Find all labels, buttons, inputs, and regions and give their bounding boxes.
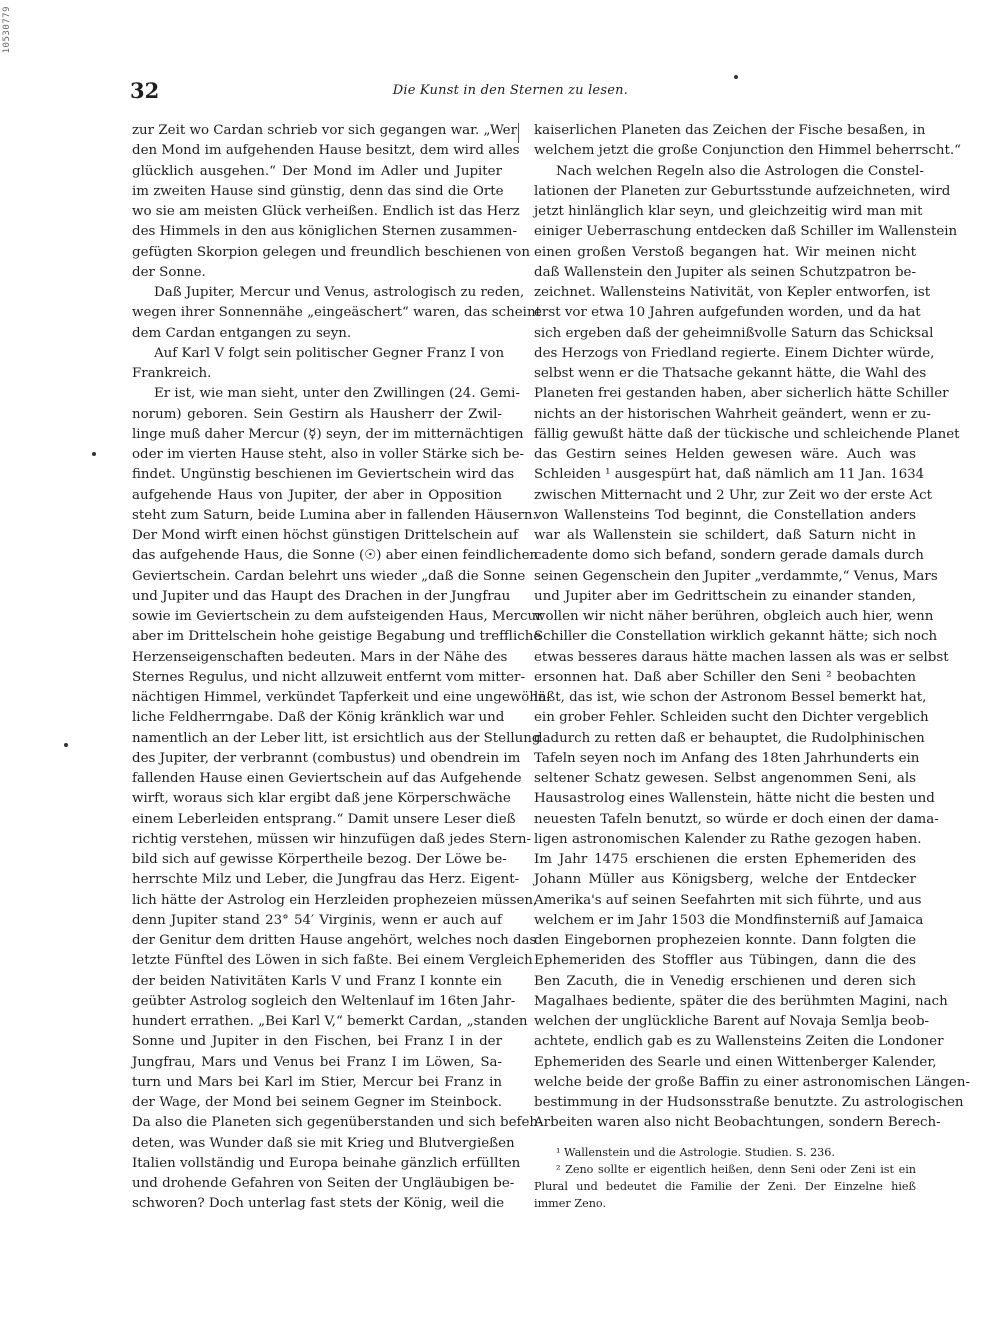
text-line: Ephemeriden des Stoffler aus Tübingen, dann die des bbox=[534, 953, 916, 969]
footnote-line: ² Zeno sollte er eigentlich heißen, denn Seni oder Zeni ist ein bbox=[556, 1162, 916, 1176]
text-line: Planeten frei gestanden haben, aber sicherlich hätte Schiller bbox=[534, 386, 949, 402]
text-line: etwas besseres daraus hätte machen lassen als was er selbst bbox=[534, 649, 949, 665]
column-rule bbox=[518, 123, 519, 143]
text-line: Amerika's auf seinen Seefahrten mit sich führte, und aus bbox=[534, 892, 922, 908]
text-line: herrschte Milz und Leber, die Jungfrau das Herz. Eigent- bbox=[132, 872, 520, 888]
text-line: einiger Ueberraschung entdecken daß Schiller im Wallenstein bbox=[534, 224, 958, 240]
text-line: das aufgehende Haus, die Sonne (☉) aber einen feindlichen bbox=[132, 548, 539, 564]
text-line: lationen der Planeten zur Geburtsstunde aufzeichneten, wird bbox=[534, 183, 951, 199]
footnote-line: ¹ Wallenstein und die Astrologie. Studien. S. 236. bbox=[556, 1145, 835, 1159]
text-line: und drohende Gefahren von Seiten der Ungläubigen be- bbox=[132, 1176, 515, 1191]
text-line: Daß Jupiter, Mercur und Venus, astrologisch zu reden, bbox=[154, 285, 525, 300]
text-line: der beiden Nativitäten Karls V und Franz I konnte ein bbox=[132, 973, 502, 989]
text-line: nichts an der historischen Wahrheit geändert, wenn er zu- bbox=[534, 406, 931, 422]
text-line: erst vor etwa 10 Jahren aufgefunden worden, und da hat bbox=[534, 305, 921, 321]
text-line: gefügten Skorpion gelegen und freundlich beschienen von bbox=[132, 244, 530, 260]
right-column bbox=[534, 121, 970, 1212]
text-line: fällig gewußt hätte daß der tückische und schleichende Planet bbox=[534, 426, 960, 442]
text-line: zwischen Mitternacht und 2 Uhr, zur Zeit wo der erste Act bbox=[534, 487, 932, 503]
text-line: läßt, das ist, wie schon der Astronom Bessel bemerkt hat, bbox=[534, 690, 927, 705]
text-line: turn und Mars bei Karl im Stier, Mercur bei Franz in bbox=[132, 1074, 502, 1090]
text-line: denn Jupiter stand 23° 54′ Virginis, wenn er auch auf bbox=[132, 912, 502, 928]
text-line: bild sich auf gewisse Körpertheile bezog. Der Löwe be- bbox=[132, 852, 507, 867]
text-line: daß Wallenstein den Jupiter als seinen Schutzpatron be- bbox=[534, 264, 916, 280]
text-line: und Jupiter und das Haupt des Drachen in der Jungfrau bbox=[132, 588, 511, 604]
text-line: einem Leberleiden entsprang.“ Damit unsere Leser dieß bbox=[132, 811, 516, 827]
text-line: Schleiden ¹ ausgespürt hat, daß nämlich am 11 Jan. 1634 bbox=[534, 467, 925, 483]
text-line: Ephemeriden des Searle und einen Wittenberger Kalender, bbox=[534, 1054, 937, 1070]
scan-id: 10530779 bbox=[2, 6, 12, 54]
text-line: einen großen Verstoß begangen hat. Wir meinen nicht bbox=[534, 244, 916, 260]
text-line: sich ergeben daß der geheimnißvolle Saturn das Schicksal bbox=[534, 325, 934, 341]
text-line: welche beide der große Baffin zu einer astronomischen Längen- bbox=[534, 1074, 970, 1090]
text-line: ligen astronomischen Kalender zu Rathe gezogen haben. bbox=[534, 831, 922, 847]
text-line: dadurch zu retten daß er behauptet, die Rudolphinischen bbox=[534, 730, 925, 746]
text-line: und Jupiter aber im Gedrittschein zu einander standen, bbox=[534, 588, 916, 604]
text-line: den Eingebornen prophezeien konnte. Dann folgten die bbox=[534, 933, 916, 948]
scan-speck bbox=[92, 452, 96, 456]
text-line: Sternes Regulus, und nicht allzuweit entfernt vom mitter- bbox=[132, 669, 525, 685]
text-line: wirft, woraus sich klar ergibt daß jene Körperschwäche bbox=[132, 791, 511, 807]
text-line: fallenden Hause einen Geviertschein auf das Aufgehende bbox=[132, 771, 522, 786]
text-line: letzte Fünftel des Löwen in sich faßte. Bei einem Vergleich bbox=[132, 953, 533, 969]
text-line: aufgehende Haus von Jupiter, der aber in Opposition bbox=[132, 487, 502, 503]
text-line: lich hätte der Astrolog ein Herzleiden prophezeien müssen, bbox=[132, 892, 538, 908]
text-line: linge muß daher Mercur (☿) seyn, der im mitternächtigen bbox=[132, 426, 524, 442]
text-line: welchem er im Jahr 1503 die Mondfinsterniß auf Jamaica bbox=[534, 912, 924, 928]
text-line: wo sie am meisten Glück verheißen. Endlich ist das Herz bbox=[132, 204, 520, 219]
text-line: des Jupiter, der verbrannt (combustus) und obendrein im bbox=[132, 750, 521, 766]
scan-speck bbox=[64, 743, 68, 747]
text-line: Geviertschein. Cardan belehrt uns wieder „daß die Sonne bbox=[132, 568, 526, 584]
right-column-body bbox=[534, 121, 970, 1134]
text-line: Er ist, wie man sieht, unter den Zwillingen (24. Gemi- bbox=[154, 386, 520, 402]
text-line: zeichnet. Wallensteins Nativität, von Kepler entworfen, ist bbox=[534, 285, 931, 300]
text-line: aber im Drittelschein hohe geistige Begabung und treffliche bbox=[132, 629, 542, 645]
text-line: zur Zeit wo Cardan schrieb vor sich gegangen war. „Wer bbox=[132, 123, 517, 138]
text-line: cadente domo sich befand, sondern gerade damals durch bbox=[534, 548, 924, 564]
text-line: bestimmung in der Hudsonsstraße benutzte. Zu astrologischen bbox=[534, 1095, 964, 1110]
text-line: glücklich ausgehen.“ Der Mond im Adler und Jupiter bbox=[132, 163, 502, 179]
text-line: wegen ihrer Sonnennähe „eingeäschert“ waren, das scheint bbox=[132, 305, 541, 321]
text-line: der Sonne. bbox=[132, 264, 206, 280]
text-line: hundert errathen. „Bei Karl V,“ bemerkt Cardan, „standen bbox=[132, 1014, 528, 1029]
text-line: Arbeiten waren also nicht Beobachtungen, sondern Berech- bbox=[534, 1115, 941, 1131]
text-line: Herzenseigenschaften bedeuten. Mars in der Nähe des bbox=[132, 649, 508, 665]
text-line: der Genitur dem dritten Hause angehört, welches noch das bbox=[132, 933, 537, 948]
text-line: jetzt hinlänglich klar seyn, und gleichzeitig wird man mit bbox=[534, 204, 923, 219]
page-number: 32 bbox=[130, 78, 160, 103]
text-line: nächtigen Himmel, verkündet Tapferkeit und eine ungewöhn- bbox=[132, 690, 552, 705]
text-line: dem Cardan entgangen zu seyn. bbox=[132, 325, 352, 341]
footnote-line: immer Zeno. bbox=[534, 1196, 607, 1210]
text-line: norum) geboren. Sein Gestirn als Hausherr der Zwil- bbox=[132, 406, 502, 422]
text-line: findet. Ungünstig beschienen im Geviertschein wird das bbox=[132, 467, 515, 483]
text-line: Tafeln seyen noch im Anfang des 18ten Jahrhunderts ein bbox=[534, 750, 920, 766]
text-line: seinen Gegenschein den Jupiter „verdammte,“ Venus, Mars bbox=[534, 568, 938, 584]
text-line: achtete, endlich gab es zu Wallensteins Zeiten die Londoner bbox=[534, 1034, 944, 1050]
text-line: das Gestirn seines Helden gewesen wäre. Auch was bbox=[534, 447, 916, 462]
text-line: seltener Schatz gewesen. Selbst angenommen Seni, als bbox=[534, 771, 916, 786]
text-line: oder im vierten Hause steht, also in voller Stärke sich be- bbox=[132, 447, 525, 462]
text-line: welchen der unglückliche Barent auf Novaja Semlja beob- bbox=[534, 1014, 930, 1029]
text-line: Hausastrolog eines Wallenstein, hätte nicht die besten und bbox=[534, 791, 935, 807]
text-line: deten, was Wunder daß sie mit Krieg und Blutvergießen bbox=[132, 1135, 515, 1151]
text-line: sowie im Geviertschein zu dem aufsteigenden Haus, Mercur bbox=[132, 609, 543, 624]
text-line: Ben Zacuth, die in Venedig erschienen und deren sich bbox=[534, 973, 916, 989]
text-line: welchem jetzt die große Conjunction den Himmel beherrscht.“ bbox=[534, 143, 961, 159]
text-line: Jungfrau, Mars und Venus bei Franz I im Löwen, Sa- bbox=[132, 1054, 502, 1070]
scan-speck bbox=[734, 75, 738, 79]
footnote-line: Plural und bedeutet die Familie der Zeni. Der Einzelne hieß bbox=[534, 1179, 916, 1193]
text-line: wollen wir nicht näher berühren, obgleich auch hier, wenn bbox=[534, 609, 934, 624]
text-line: Im Jahr 1475 erschienen die ersten Ephemeriden des bbox=[534, 852, 916, 867]
page-header bbox=[130, 78, 628, 108]
text-line: Da also die Planeten sich gegenüberstanden und sich befeh- bbox=[132, 1115, 543, 1131]
text-line: Frankreich. bbox=[132, 366, 212, 381]
text-line: des Himmels in den aus königlichen Sternen zusammen- bbox=[132, 224, 518, 240]
text-line: geübter Astrolog sogleich den Weltenlauf im 16ten Jahr- bbox=[132, 993, 516, 1009]
footnotes bbox=[534, 1144, 916, 1212]
text-line: den Mond im aufgehenden Hause besitzt, dem wird alles bbox=[132, 143, 520, 159]
text-line: von Wallensteins Tod beginnt, die Constellation anders bbox=[534, 507, 916, 523]
text-line: der Wage, der Mond bei seinem Gegner im Steinbock. bbox=[132, 1095, 502, 1110]
left-column bbox=[132, 121, 552, 1215]
text-line: Auf Karl V folgt sein politischer Gegner Franz I von bbox=[154, 345, 505, 361]
text-line: ein grober Fehler. Schleiden sucht den Dichter vergeblich bbox=[534, 710, 929, 726]
text-line: Johann Müller aus Königsberg, welche der Entdecker bbox=[534, 872, 916, 888]
text-line: im zweiten Hause sind günstig, denn das sind die Orte bbox=[132, 183, 504, 199]
text-line: war als Wallenstein sie schildert, daß Saturn nicht in bbox=[534, 528, 916, 543]
text-line: Sonne und Jupiter in den Fischen, bei Franz I in der bbox=[132, 1034, 502, 1050]
text-line: kaiserlichen Planeten das Zeichen der Fische besaßen, in bbox=[534, 123, 926, 138]
text-line: Magalhaes bediente, später die des berühmten Magini, nach bbox=[534, 993, 948, 1009]
text-line: Italien vollständig und Europa beinahe gänzlich erfüllten bbox=[132, 1155, 521, 1171]
text-line: richtig verstehen, müssen wir hinzufügen daß jedes Stern- bbox=[132, 831, 531, 847]
text-line: namentlich an der Leber litt, ist ersichtlich aus der Stellung bbox=[132, 730, 541, 746]
text-line: des Herzogs von Friedland regierte. Einem Dichter würde, bbox=[534, 345, 935, 361]
text-line: Der Mond wirft einen höchst günstigen Drittelschein auf bbox=[132, 528, 519, 543]
text-line: ersonnen hat. Daß aber Schiller den Seni ² beobachten bbox=[534, 669, 916, 685]
text-line: Nach welchen Regeln also die Astrologen die Constel- bbox=[556, 163, 924, 179]
text-line: Schiller die Constellation wirklich gekannt hätte; sich noch bbox=[534, 629, 938, 645]
running-title: Die Kunst in den Sternen zu lesen. bbox=[392, 83, 628, 98]
text-line: steht zum Saturn, beide Lumina aber in fallenden Häusern. bbox=[132, 507, 537, 523]
text-line: schworen? Doch unterlag fast stets der König, weil die bbox=[132, 1196, 505, 1212]
text-line: selbst wenn er die Thatsache gekannt hätte, die Wahl des bbox=[534, 366, 927, 381]
text-line: neuesten Tafeln benutzt, so würde er doch einen der dama- bbox=[534, 811, 939, 827]
text-line: liche Feldherrngabe. Daß der König kränklich war und bbox=[132, 710, 505, 726]
